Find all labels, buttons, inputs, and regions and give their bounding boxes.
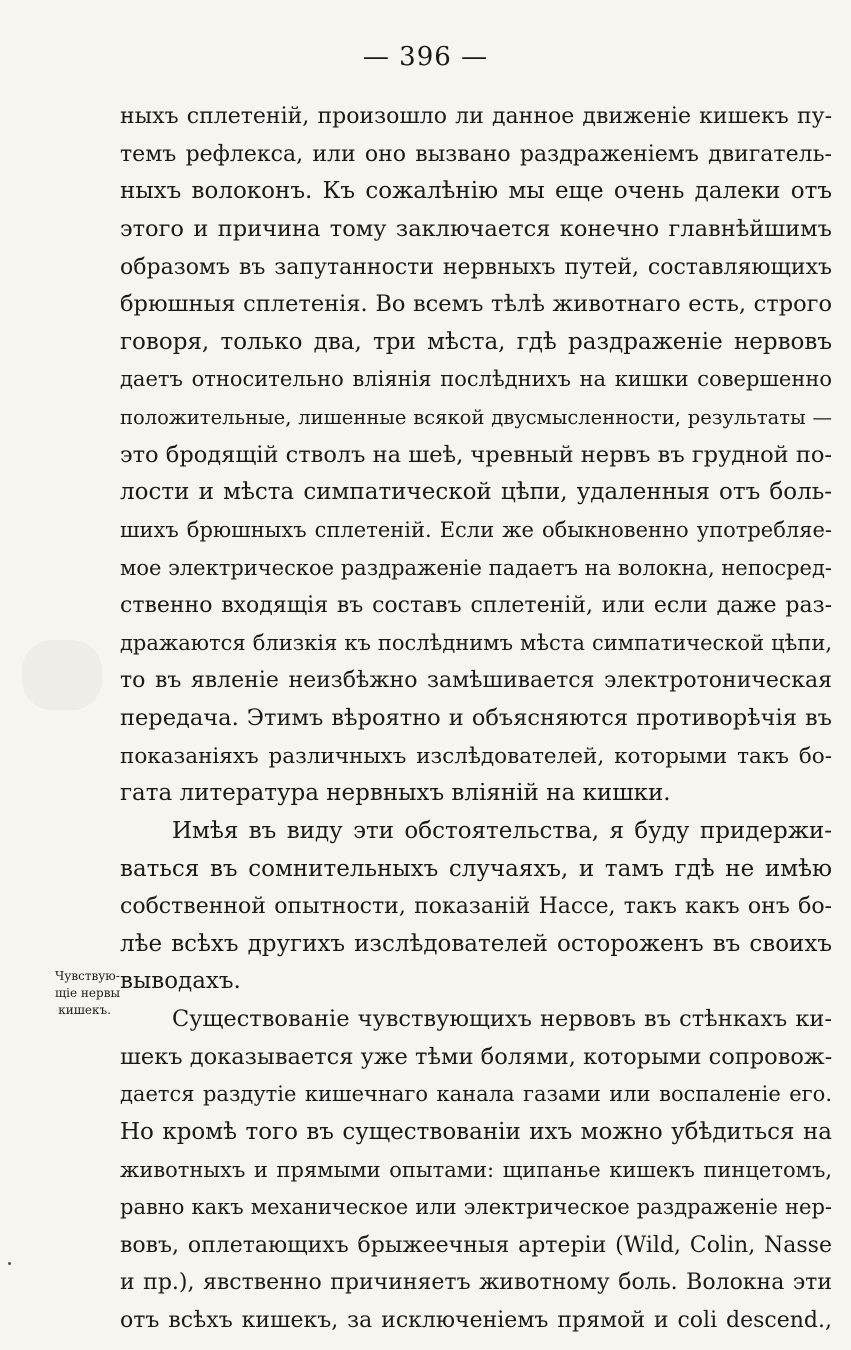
text-line: лѣе всѣхъ другихъ изслѣдователей остороженъ въ своихъ [120, 930, 832, 957]
text-line: этого и причина тому заключается конечно главнѣйшимъ [120, 215, 832, 242]
ink-speck [8, 1262, 11, 1265]
text-line: Существованіе чувствующихъ нервовъ въ стѣнкахъ ки- [172, 1006, 832, 1032]
text-line: показаніяхъ различныхъ изслѣдователей, которыми такъ бо- [120, 743, 832, 769]
text-line: ственно входящія въ составъ сплетеній, или если даже раз- [120, 593, 832, 619]
text-line: даетъ относительно вліянія послѣднихъ на кишки совершенно [120, 367, 832, 392]
bleed-through-smudge [22, 640, 102, 710]
text-line: мое электрическое раздраженіе падаетъ на волокна, непосред- [120, 555, 833, 580]
text-line: передача. Этимъ вѣроятно и объясняются противорѣчія въ [120, 705, 832, 731]
text-line: равно какъ механическое или электрическое раздраженіе нер- [120, 1195, 832, 1220]
text-line: отъ всѣхъ кишекъ, за исключеніемъ прямой и coli descend., [120, 1308, 832, 1333]
page-number: — 396 — [362, 42, 489, 72]
text-line: вовъ, оплетающихъ брыжеечныя артеріи (Wild, Colin, Nasse [120, 1232, 832, 1258]
text-line: брюшныя сплетенія. Во всемъ тѣлѣ животнаго есть, строго [120, 291, 832, 318]
margin-note-line: щіе нервы [55, 986, 120, 1000]
text-line: положительные, лишенные всякой двусмысленности, результаты — [120, 406, 832, 429]
margin-note-line: кишекъ. [58, 1003, 111, 1017]
text-line: выводахъ. [120, 968, 241, 995]
text-line: Но кромѣ того въ существованіи ихъ можно убѣдиться на [120, 1118, 832, 1145]
text-line: образомъ въ запутанности нервныхъ путей, составляющихъ [120, 254, 832, 280]
margin-note [55, 968, 120, 1019]
text-line: шекъ доказывается уже тѣми болями, которыми сопровож- [120, 1043, 833, 1070]
text-line: ваться въ сомнительныхъ случаяхъ, и тамъ гдѣ не имѣю [120, 855, 832, 882]
text-line: темъ рефлекса, или оно вызвано раздраженіемъ двигатель- [120, 141, 832, 167]
text-line: ныхъ волоконъ. Къ сожалѣнію мы еще очень далеки отъ [120, 178, 832, 205]
text-line: дражаются близкія къ послѣднимъ мѣста симпатической цѣпи, [120, 630, 832, 655]
text-line: дается раздутіе кишечнаго канала газами или воспаленіе его. [120, 1082, 832, 1107]
margin-note-line: Чувствую- [55, 969, 120, 983]
text-line: то въ явленіе неизбѣжно замѣшивается электротоническая [120, 668, 832, 694]
text-line: шихъ брюшныхъ сплетеній. Если же обыкновенно употребляе- [120, 517, 832, 542]
text-line: ныхъ сплетеній, произошло ли данное движеніе кишекъ пу- [120, 104, 832, 129]
text-line: собственной опытности, показаній Нассе, такъ какъ онъ бо- [120, 894, 832, 920]
text-line: и пр.), явственно причиняетъ животному боль. Волокна эти [120, 1270, 832, 1296]
body-text [120, 98, 832, 1340]
text-line: животныхъ и прямыми опытами: щипанье кишекъ пинцетомъ, [120, 1157, 832, 1182]
text-line: гата литература нервныхъ вліяній на кишки. [120, 780, 671, 807]
text-line: это бродящій стволъ на шеѣ, чревный нервъ въ грудной по- [120, 441, 832, 468]
text-line: Имѣя въ виду эти обстоятельства, я буду придержи- [172, 817, 832, 844]
text-line: лости и мѣста симпатической цѣпи, удаленныя отъ боль- [120, 479, 832, 506]
text-line: говоря, только два, три мѣста, гдѣ раздраженіе нервовъ [120, 328, 832, 355]
